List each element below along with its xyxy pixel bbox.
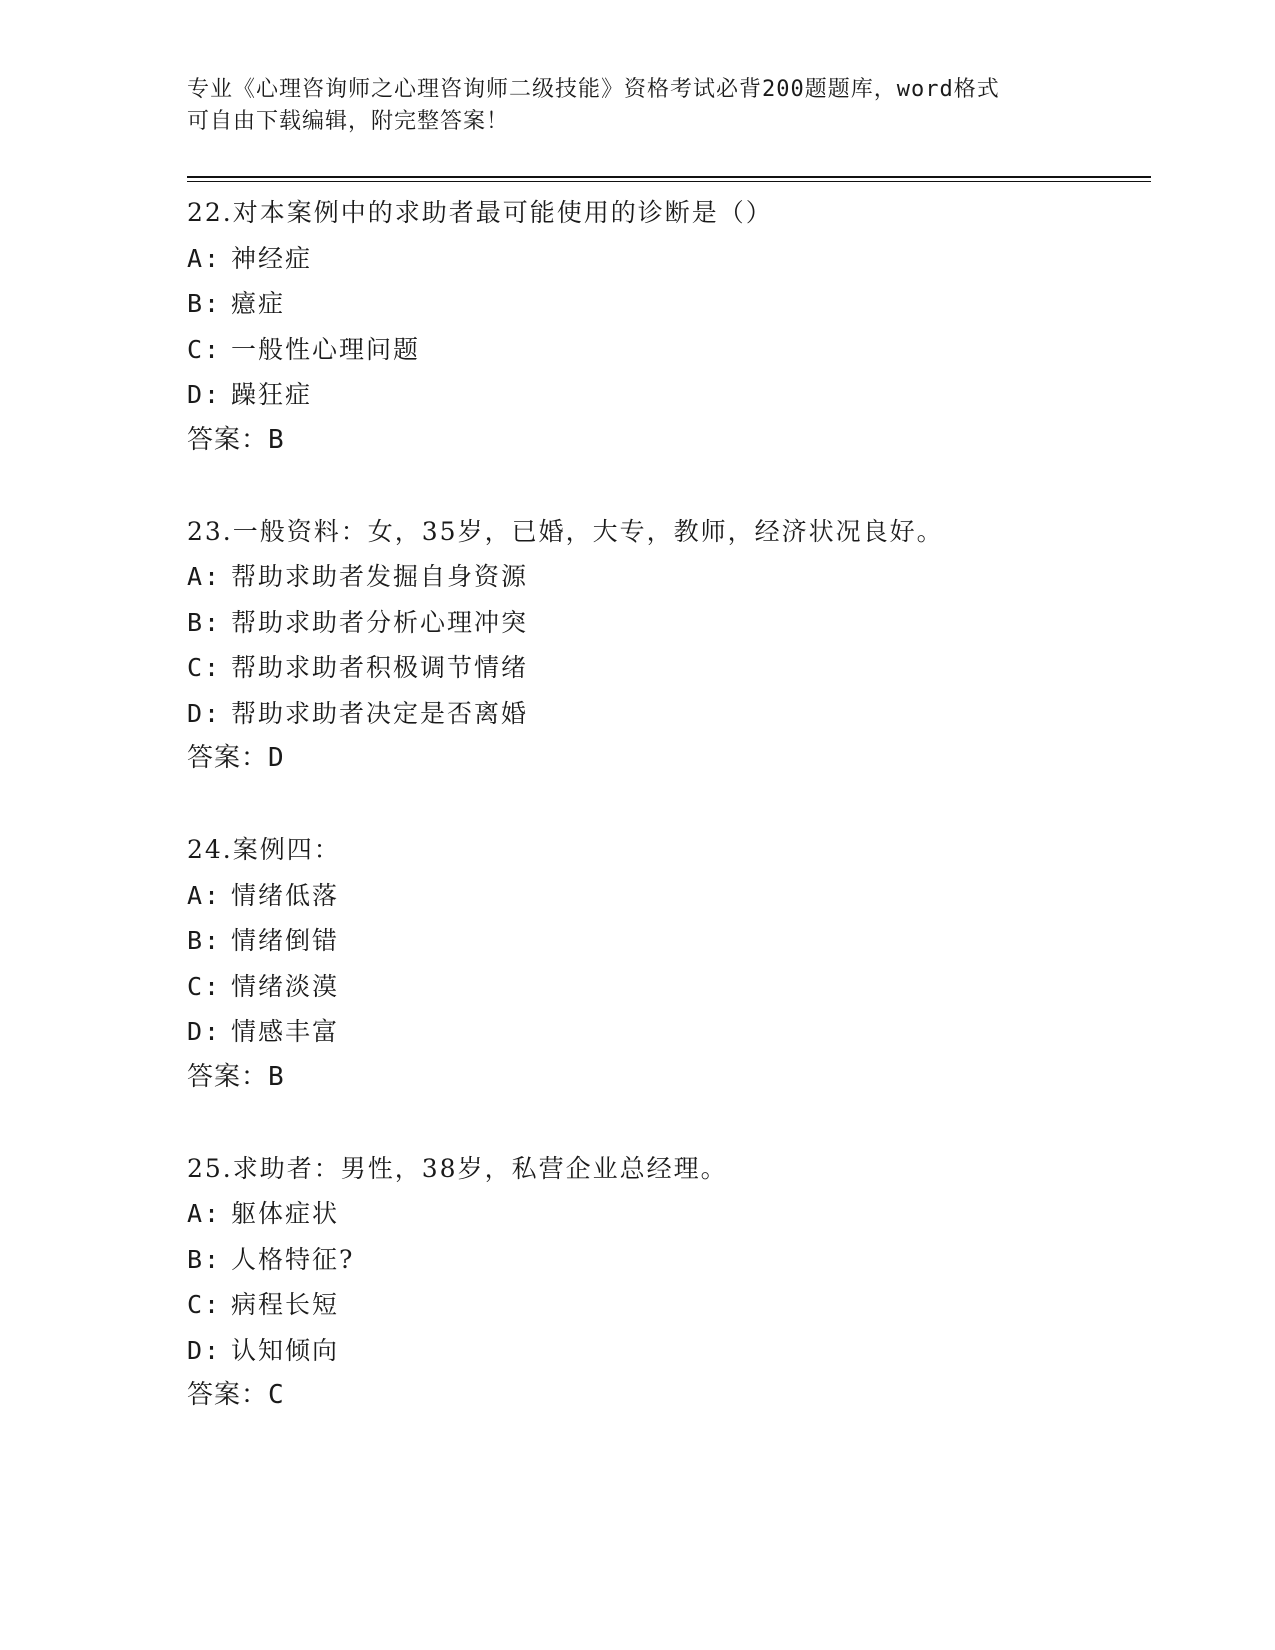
answer-value: C [268, 1380, 285, 1410]
option-letter: B: [187, 1244, 222, 1274]
option-text: 情绪淡漠 [231, 971, 340, 1001]
answer-line [187, 736, 1147, 782]
option-text: 情绪倒错 [231, 926, 340, 955]
question-stem: 24.案例四： [187, 835, 341, 864]
option-text: 帮助求助者决定是否离婚 [231, 698, 529, 728]
option-a [187, 554, 1147, 600]
option-letter: D: [187, 698, 222, 728]
answer-value: B [268, 424, 285, 455]
option-b [187, 600, 1147, 646]
option-letter: C: [187, 653, 222, 682]
option-text: 帮助求助者积极调节情绪 [231, 653, 529, 682]
option-text: 一般性心理问题 [231, 334, 421, 364]
question-list [187, 190, 1147, 1419]
option-text: 人格特征? [231, 1244, 355, 1274]
answer-label: 答案： [187, 424, 269, 455]
answer-label: 答案： [187, 1061, 269, 1092]
option-letter: A: [187, 1199, 222, 1228]
answer-value: B [268, 1061, 285, 1092]
option-b [187, 918, 1147, 964]
question-25 [187, 1146, 1147, 1419]
option-c [187, 645, 1147, 691]
answer-label: 答案： [187, 743, 269, 773]
answer-line [187, 1373, 1147, 1419]
header-divider [187, 176, 1151, 178]
document-header [187, 74, 1087, 138]
option-c [187, 1282, 1147, 1328]
option-text: 癔症 [231, 289, 286, 318]
option-letter: D: [187, 1017, 222, 1046]
answer-value: D [268, 743, 285, 773]
option-c [187, 964, 1147, 1010]
option-letter: C: [187, 334, 222, 364]
question-stem: 25.求助者：男性，38岁，私营企业总经理。 [187, 1153, 728, 1183]
option-a [187, 873, 1147, 919]
option-text: 躁狂症 [231, 380, 313, 409]
option-letter: C: [187, 971, 222, 1001]
question-24 [187, 827, 1147, 1100]
option-d [187, 372, 1147, 418]
option-text: 躯体症状 [231, 1199, 340, 1228]
option-b [187, 281, 1147, 327]
option-text: 帮助求助者分析心理冲突 [231, 607, 529, 637]
header-divider-thin [187, 181, 1151, 182]
option-text: 病程长短 [231, 1290, 340, 1319]
option-letter: B: [187, 926, 222, 955]
spacer [187, 463, 1147, 509]
option-d [187, 1328, 1147, 1374]
option-c [187, 327, 1147, 373]
question-22 [187, 190, 1147, 463]
option-letter: C: [187, 1290, 222, 1319]
option-a [187, 236, 1147, 282]
option-text: 情感丰富 [231, 1017, 340, 1046]
option-text: 认知倾向 [231, 1335, 340, 1365]
question-stem: 23.一般资料：女，35岁，已婚，大专，教师，经济状况良好。 [187, 516, 944, 546]
answer-line [187, 1055, 1147, 1101]
option-text: 神经症 [231, 243, 313, 273]
spacer [187, 782, 1147, 828]
answer-line [187, 418, 1147, 464]
option-letter: A: [187, 562, 222, 591]
answer-label: 答案： [187, 1380, 269, 1410]
option-text: 帮助求助者发掘自身资源 [231, 562, 529, 591]
option-text: 情绪低落 [231, 880, 340, 910]
option-letter: B: [187, 607, 222, 637]
option-a [187, 1191, 1147, 1237]
question-23 [187, 509, 1147, 782]
question-stem: 22.对本案例中的求助者最可能使用的诊断是（） [187, 198, 773, 227]
option-d [187, 691, 1147, 737]
option-letter: B: [187, 289, 222, 318]
option-letter: A: [187, 880, 222, 910]
header-line-2: 可自由下载编辑，附完整答案！ [187, 109, 510, 134]
option-d [187, 1009, 1147, 1055]
option-b [187, 1237, 1147, 1283]
option-letter: D: [187, 1335, 222, 1365]
option-letter: A: [187, 243, 222, 273]
option-letter: D: [187, 380, 222, 409]
header-line-1: 专业《心理咨询师之心理咨询师二级技能》资格考试必背200题题库，word格式 [187, 77, 1000, 102]
spacer [187, 1100, 1147, 1146]
